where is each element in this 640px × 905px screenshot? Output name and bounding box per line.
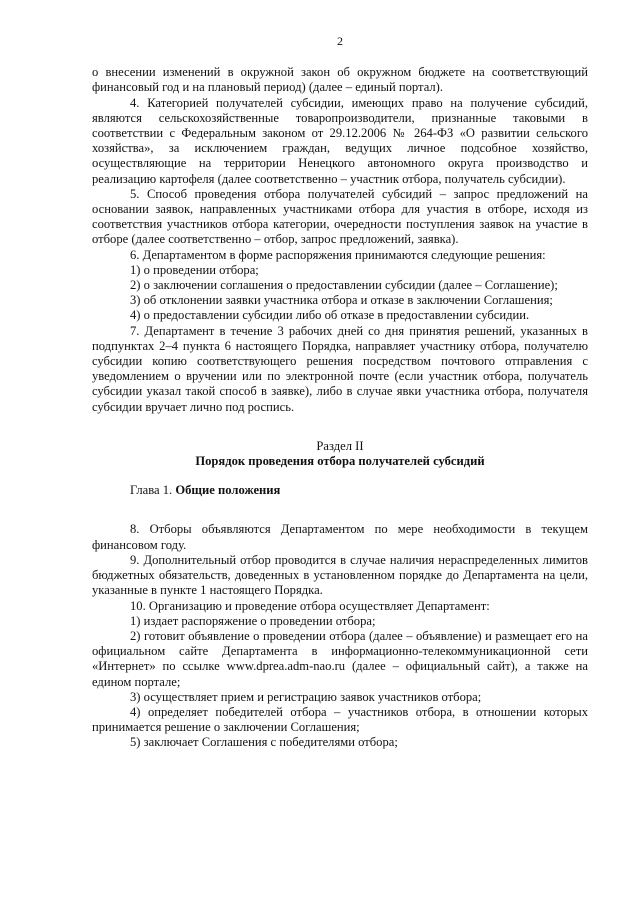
paragraph-item-7: 7. Департамент в течение 3 рабочих дней со дня принятия решений, указанных в подпунктах 2–4 пункта 6 настоящего Порядка, направляет участнику отбора, получателю субсидии копию соответствующего решения посредством почтового отправления с уведомлением о вручении или по электронной почте (если участник отбора, получатель субсидии указал такой способ в заявке), либо в случае явки участника отбора, получателя субсидии вручает лично под роспись. xyxy=(92,323,588,414)
subitem-10-4: 4) определяет победителей отбора – участников отбора, в отношении которых принимается решение о заключении Соглашения; xyxy=(92,704,588,735)
chapter-prefix: Глава 1. xyxy=(130,483,173,498)
paragraph-item-10: 10. Организацию и проведение отбора осуществляет Департамент: xyxy=(130,598,490,613)
page-number: 2 xyxy=(337,34,343,48)
subitem-6-2: 2) о заключении соглашения о предоставлении субсидии (далее – Соглашение); xyxy=(130,278,558,293)
paragraph-item-8: 8. Отборы объявляются Департаментом по мере необходимости в текущем финансовом году. xyxy=(92,522,588,552)
paragraph-item-9: 9. Дополнительный отбор проводится в случае наличия нераспределенных лимитов бюджетных обязательств, доведенных в установленном порядке до Департамента на цели, указанные в пункте 1 настоящего Порядка. xyxy=(92,552,588,598)
chapter-heading xyxy=(92,483,588,498)
section-title: Порядок проведения отбора получателей субсидий xyxy=(195,454,485,469)
subitem-6-3: 3) об отклонении заявки участника отбора и отказе в заключении Соглашения; xyxy=(130,293,553,308)
paragraph-item-6: 6. Департаментом в форме распоряжения принимаются следующие решения: xyxy=(130,247,546,262)
paragraph-continuation: о внесении изменений в окружной закон об окружном бюджете на соответствующий финансовый год и на плановый период) (далее – единый портал). xyxy=(92,65,588,95)
paragraph-item-5: 5. Способ проведения отбора получателей субсидий – запрос предложений на основании заявок, направленных участниками отбора для участия в отборе, исходя из соответствия участников отбора категории, очередности поступления заявок на участие в отборе (далее соответственно – отбор, запрос предложений, заявка). xyxy=(92,186,588,247)
subitem-6-1: 1) о проведении отбора; xyxy=(130,262,259,277)
subitem-10-2: 2) готовит объявление о проведении отбора (далее – объявление) и размещает его на официальном сайте Департамента в информационно-телекоммуникационной сети «Интернет» по ссылке www.dprea.adm-nao.ru (далее – официальный сайт), а также на едином портале; xyxy=(92,628,588,689)
subitem-10-5: 5) заключает Соглашения с победителями отбора; xyxy=(130,735,398,750)
subitem-10-1: 1) издает распоряжение о проведении отбора; xyxy=(130,613,376,628)
subitem-6-4: 4) о предоставлении субсидии либо об отказе в предоставлении субсидии. xyxy=(130,308,530,323)
paragraph-item-4: 4. Категорией получателей субсидии, имеющих право на получение субсидий, являются сельскохозяйственные товаропроизводители, признанные таковыми в соответствии с Федеральным законом от 29.12.2006 № 264-ФЗ «О развитии сельского хозяйства», за исключением граждан, ведущих личное подсобное хозяйство, осуществляющие на территории Ненецкого автономного округа производство и реализацию картофеля (далее соответственно – участник отбора, получатель субсидии). xyxy=(92,95,588,186)
chapter-title: Общие положения xyxy=(175,483,281,498)
subitem-10-3: 3) осуществляет прием и регистрацию заявок участников отбора; xyxy=(130,689,482,704)
section-heading: Раздел II xyxy=(316,438,364,453)
